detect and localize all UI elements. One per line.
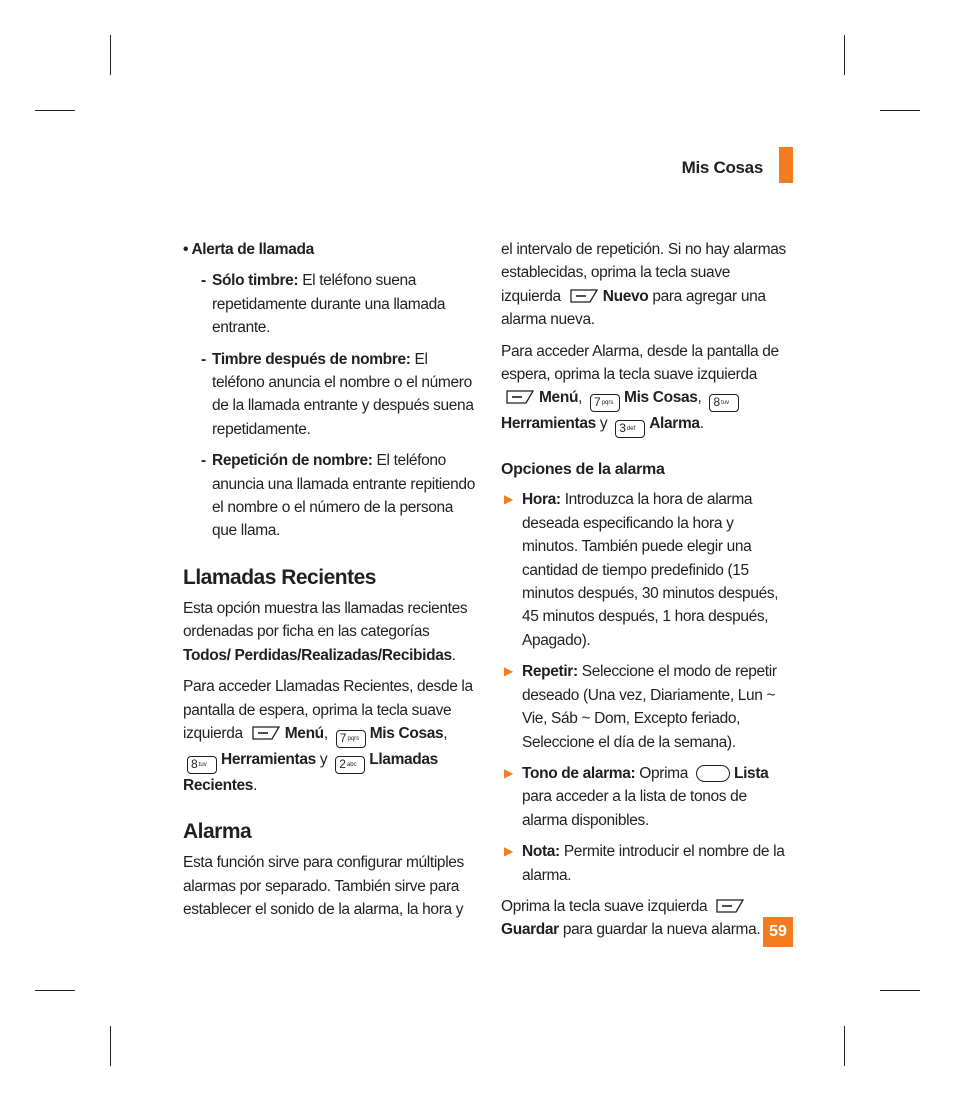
left-soft-key-icon [251, 724, 281, 742]
alarm-options-heading: Opciones de la alarma [501, 461, 665, 479]
alert-option-name-repeat: - Repetición de nombre: El teléfono anuncia una llamada entrante repitiendo el nombre o el número de la persona que llama. [201, 452, 475, 540]
option-hora: ▶ Hora: Introduzca la hora de alarma deseada especificando la hora y minutos. También puede elegir una cantidad de tiempo predefinido (15 minutos después, 30 minutos después, 45 minutos después, 1 hora después, Apagado). [501, 488, 793, 652]
orange-arrow-icon: ▶ [504, 492, 513, 507]
crop-mark [880, 110, 920, 111]
alarm-description-continued: el intervalo de repetición. Si no hay alarmas establecidas, oprima la tecla suave izquierda Nuevo para agregar una alarma nueva. [501, 241, 786, 329]
left-soft-key-icon [505, 388, 535, 406]
recent-calls-heading: Llamadas Recientes [183, 565, 376, 589]
crop-mark [35, 990, 75, 991]
crop-mark [880, 990, 920, 991]
option-repetir: ▶ Repetir: Seleccione el modo de repetir deseado (Una vez, Diariamente, Lun ~ Vie, Sáb ~ Dom, Excepto feriado, Seleccione el día de la semana). [501, 660, 793, 754]
alert-option-ring-only: - Sólo timbre: El teléfono suena repetidamente durante una llamada entrante. [201, 272, 446, 337]
alarm-description: Esta función sirve para configurar múltiples alarmas por separado. También sirve para establecer el sonido de la alarma, la hora y [183, 854, 464, 919]
key-2-icon: 2abc [335, 756, 365, 774]
option-nota: ▶ Nota: Permite introducir el nombre de la alarma. [501, 840, 793, 887]
ok-key-icon [696, 765, 730, 782]
left-soft-key-icon [569, 287, 599, 305]
orange-arrow-icon: ▶ [504, 664, 513, 679]
key-7-icon: 7pqrs [336, 730, 366, 748]
crop-mark [844, 35, 845, 75]
page-number: 59 [763, 917, 793, 947]
recent-calls-description: Esta opción muestra las llamadas recientes ordenadas por ficha en las categorías Todos/ Perdidas/Realizadas/Recibidas. [183, 599, 468, 664]
alarm-access: Para acceder Alarma, desde la pantalla de espera, oprima la tecla suave izquierda Menú, 7pqrs Mis Cosas, 8tuvHerramientas y 3def Alarma. [501, 340, 793, 439]
section-tab-marker [779, 147, 793, 183]
save-instruction: Oprima la tecla suave izquierda Guardar para guardar la nueva alarma. [501, 897, 761, 939]
key-8-icon: 8tuv [187, 756, 217, 774]
left-column [183, 238, 475, 922]
key-8-icon: 8tuv [709, 394, 739, 412]
orange-arrow-icon: ▶ [504, 844, 513, 859]
right-column [501, 238, 793, 942]
left-soft-key-icon [715, 897, 745, 915]
alert-option-ring-after-name: - Timbre después de nombre: El teléfono anuncia el nombre o el número de la llamada entrante y después suena repetidamente. [201, 350, 474, 438]
recent-calls-access: Para acceder Llamadas Recientes, desde la pantalla de espera, oprima la tecla suave izquierda Menú, 7pqrs Mis Cosas, 8tuv Herramientas y 2abc Llamadas Recientes. [183, 678, 473, 794]
section-header: Mis Cosas [681, 158, 763, 177]
crop-mark [844, 1026, 845, 1066]
key-7-icon: 7pqrs [590, 394, 620, 412]
crop-mark [110, 35, 111, 75]
crop-mark [110, 1026, 111, 1066]
alarm-heading: Alarma [183, 820, 252, 844]
key-3-icon: 3def [615, 420, 645, 438]
option-tono: ▶ Tono de alarma: Oprima Lista para acceder a la lista de tonos de alarma disponibles. [501, 762, 793, 832]
call-alert-heading: • Alerta de llamada [183, 241, 314, 258]
crop-mark [35, 110, 75, 111]
orange-arrow-icon: ▶ [504, 765, 513, 780]
